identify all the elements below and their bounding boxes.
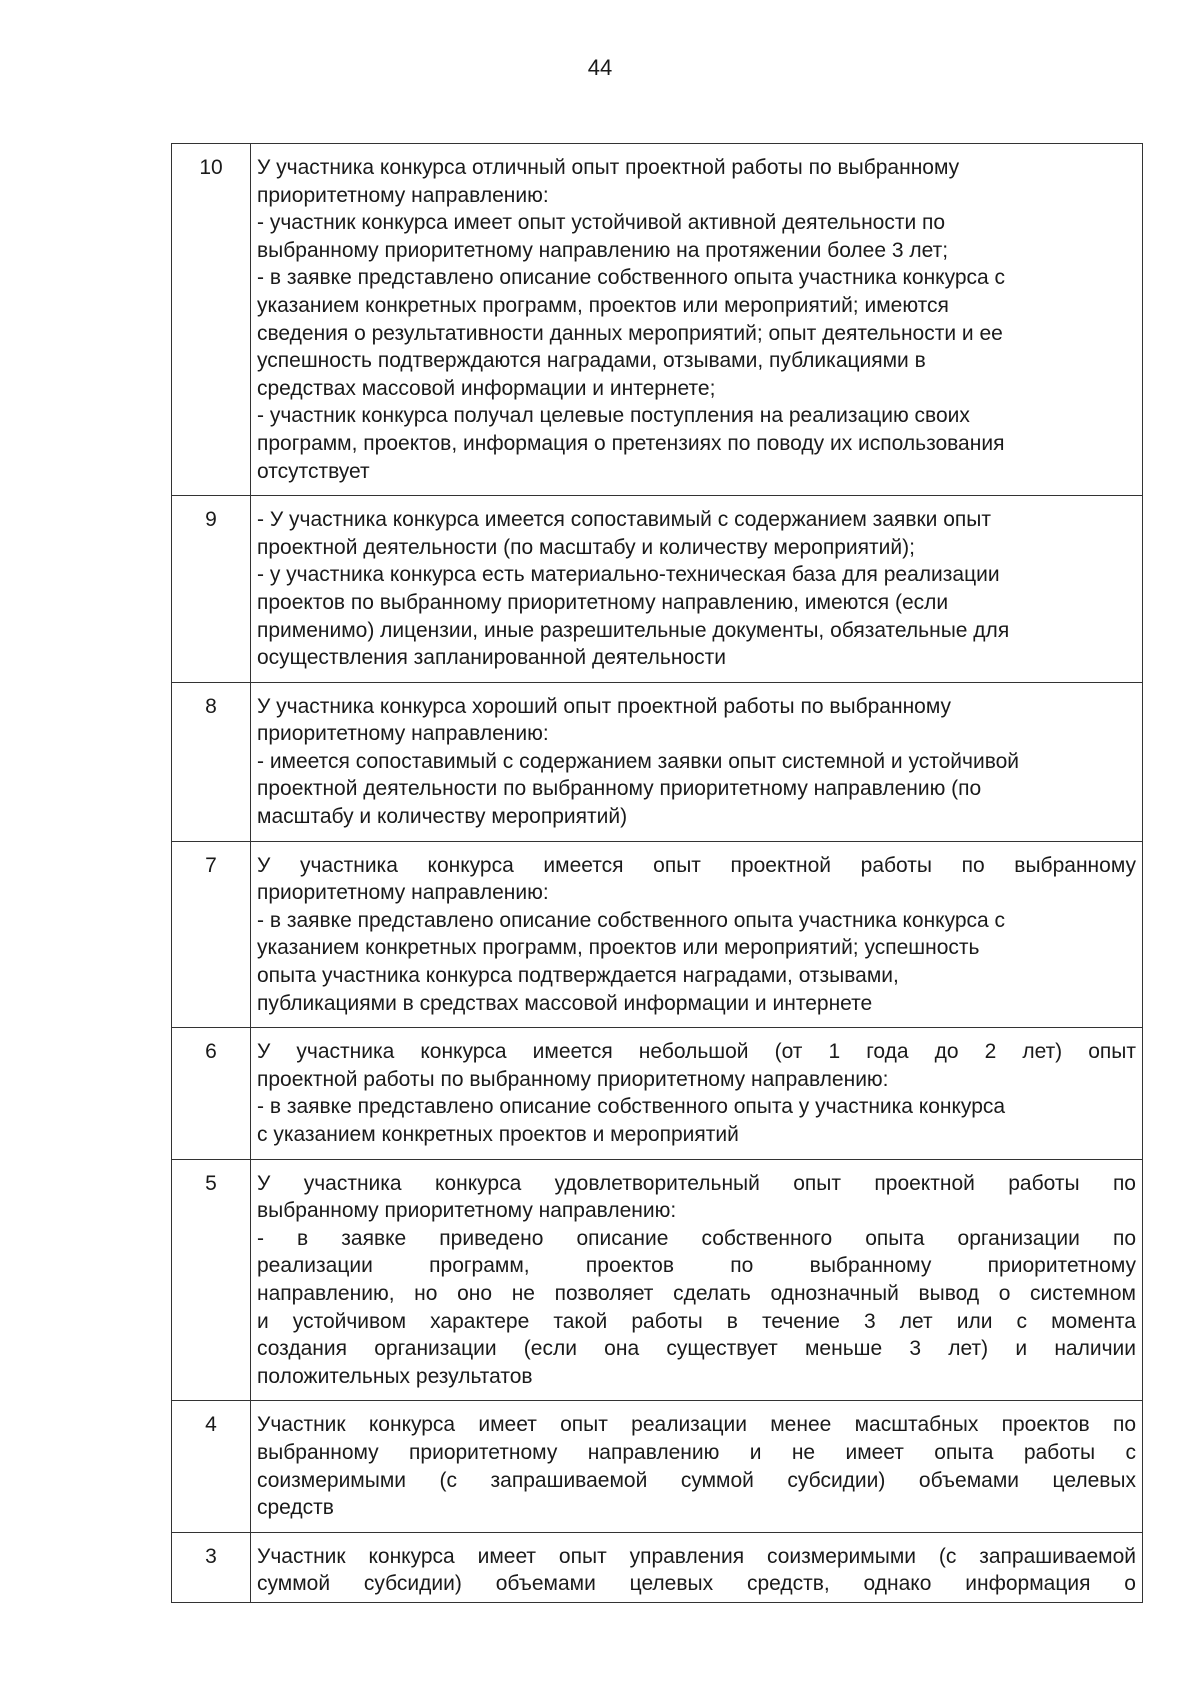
description-line: Участник конкурса имеет опыт реализации менее масштабных проектов по (257, 1413, 1136, 1437)
description-line: - имеется сопоставимый с содержанием заявки опыт системной и устойчивой (257, 749, 1020, 773)
description-cell (251, 1028, 1143, 1159)
description-line: применимо) лицензии, иные разрешительные документы, обязательные для (257, 618, 1010, 642)
description-line: приоритетному направлению: (257, 722, 549, 746)
description-line: указанием конкретных программ, проектов или мероприятий; успешность (257, 936, 980, 960)
description-line: выбранному приоритетному направлению на протяжении более 3 лет; (257, 238, 949, 262)
description-line: реализации программ, проектов по выбранному приоритетному (257, 1254, 1136, 1278)
description-line: масштабу и количеству мероприятий) (257, 805, 628, 829)
score-cell: 9 (172, 496, 251, 683)
description-line: - участник конкурса имеет опыт устойчивой активной деятельности по (257, 211, 946, 235)
description-line: - У участника конкурса имеется сопоставимый с содержанием заявки опыт (257, 508, 991, 532)
description-line: приоритетному направлению: (257, 881, 549, 905)
description-cell (251, 1532, 1143, 1602)
description-line: средствах массовой информации и интернете; (257, 376, 716, 400)
description-line: Участник конкурса имеет опыт управления соизмеримыми (с запрашиваемой (257, 1544, 1136, 1568)
table-row (172, 144, 1143, 496)
description-line: указанием конкретных программ, проектов или мероприятий; имеются (257, 293, 949, 317)
description-line: проектной деятельности (по масштабу и количеству мероприятий); (257, 535, 915, 559)
description-line: - в заявке представлено описание собственного опыта у участника конкурса (257, 1095, 1006, 1119)
description-line: проектов по выбранному приоритетному направлению, имеются (если (257, 590, 949, 614)
description-line: У участника конкурса удовлетворительный опыт проектной работы по (257, 1171, 1136, 1195)
description-line: успешность подтверждаются наградами, отзывами, публикациями в (257, 349, 926, 373)
description-line: У участника конкурса имеется опыт проектной работы по выбранному (257, 853, 1136, 877)
description-cell (251, 144, 1143, 496)
description-line: сведения о результативности данных мероприятий; опыт деятельности и ее (257, 321, 1003, 345)
table-row (172, 496, 1143, 683)
description-line: У участника конкурса отличный опыт проектной работы по выбранному (257, 156, 960, 179)
description-line: средств (257, 1496, 334, 1520)
score-cell: 5 (172, 1159, 251, 1401)
description-cell (251, 496, 1143, 683)
table-row (172, 841, 1143, 1028)
description-cell (251, 1159, 1143, 1401)
table-row (172, 1532, 1143, 1602)
description-line: с указанием конкретных проектов и мероприятий (257, 1123, 739, 1146)
description-line: опыта участника конкурса подтверждается наградами, отзывами, (257, 964, 899, 988)
description-cell (251, 841, 1143, 1028)
description-line: У участника конкурса хороший опыт проектной работы по выбранному (257, 694, 952, 718)
description-cell (251, 1401, 1143, 1532)
score-cell: 3 (172, 1532, 251, 1602)
table-row (172, 682, 1143, 841)
scoring-criteria-table (171, 143, 1143, 1603)
description-line: выбранному приоритетному направлению и не имеет опыта работы с (257, 1440, 1136, 1464)
score-cell: 7 (172, 841, 251, 1028)
table-row (172, 1159, 1143, 1401)
description-line: У участника конкурса имеется небольшой (от 1 года до 2 лет) опыт (257, 1040, 1136, 1064)
description-line: проектной работы по выбранному приоритетному направлению: (257, 1067, 889, 1091)
description-line: - участник конкурса получал целевые поступления на реализацию своих (257, 404, 970, 428)
description-cell (251, 682, 1143, 841)
description-line: - в заявке приведено описание собственного опыта организации по (257, 1226, 1136, 1250)
description-line: проектной деятельности по выбранному приоритетному направлению (по (257, 777, 982, 801)
description-line: отсутствует (257, 459, 370, 483)
description-line: направлению, но оно не позволяет сделать однозначный вывод о системном (257, 1281, 1136, 1305)
description-line: - в заявке представлено описание собственного опыта участника конкурса с (257, 908, 1006, 932)
table-row (172, 1401, 1143, 1532)
score-cell: 4 (172, 1401, 251, 1532)
description-line: - в заявке представлено описание собственного опыта участника конкурса с (257, 266, 1006, 290)
table-row (172, 1028, 1143, 1159)
description-line: - у участника конкурса есть материально-техническая база для реализации (257, 563, 1000, 587)
score-cell: 6 (172, 1028, 251, 1159)
description-line: публикациями в средствах массовой информации и интернете (257, 991, 873, 1015)
description-line: суммой субсидии) объемами целевых средств, однако информация о (257, 1572, 1136, 1596)
score-cell: 10 (172, 144, 251, 496)
description-line: программ, проектов, информация о претензиях по поводу их использования (257, 431, 1005, 455)
score-cell: 8 (172, 682, 251, 841)
description-line: положительных результатов (257, 1364, 533, 1388)
description-line: осуществления запланированной деятельности (257, 646, 726, 670)
description-line: приоритетному направлению: (257, 183, 549, 207)
description-line: и устойчивом характере такой работы в течение 3 лет или с момента (257, 1309, 1136, 1333)
description-line: соизмеримыми (с запрашиваемой суммой субсидии) объемами целевых (257, 1468, 1136, 1492)
description-line: создания организации (если она существует меньше 3 лет) и наличии (257, 1337, 1136, 1361)
page-number: 44 (587, 55, 613, 80)
description-line: выбранному приоритетному направлению: (257, 1199, 677, 1223)
